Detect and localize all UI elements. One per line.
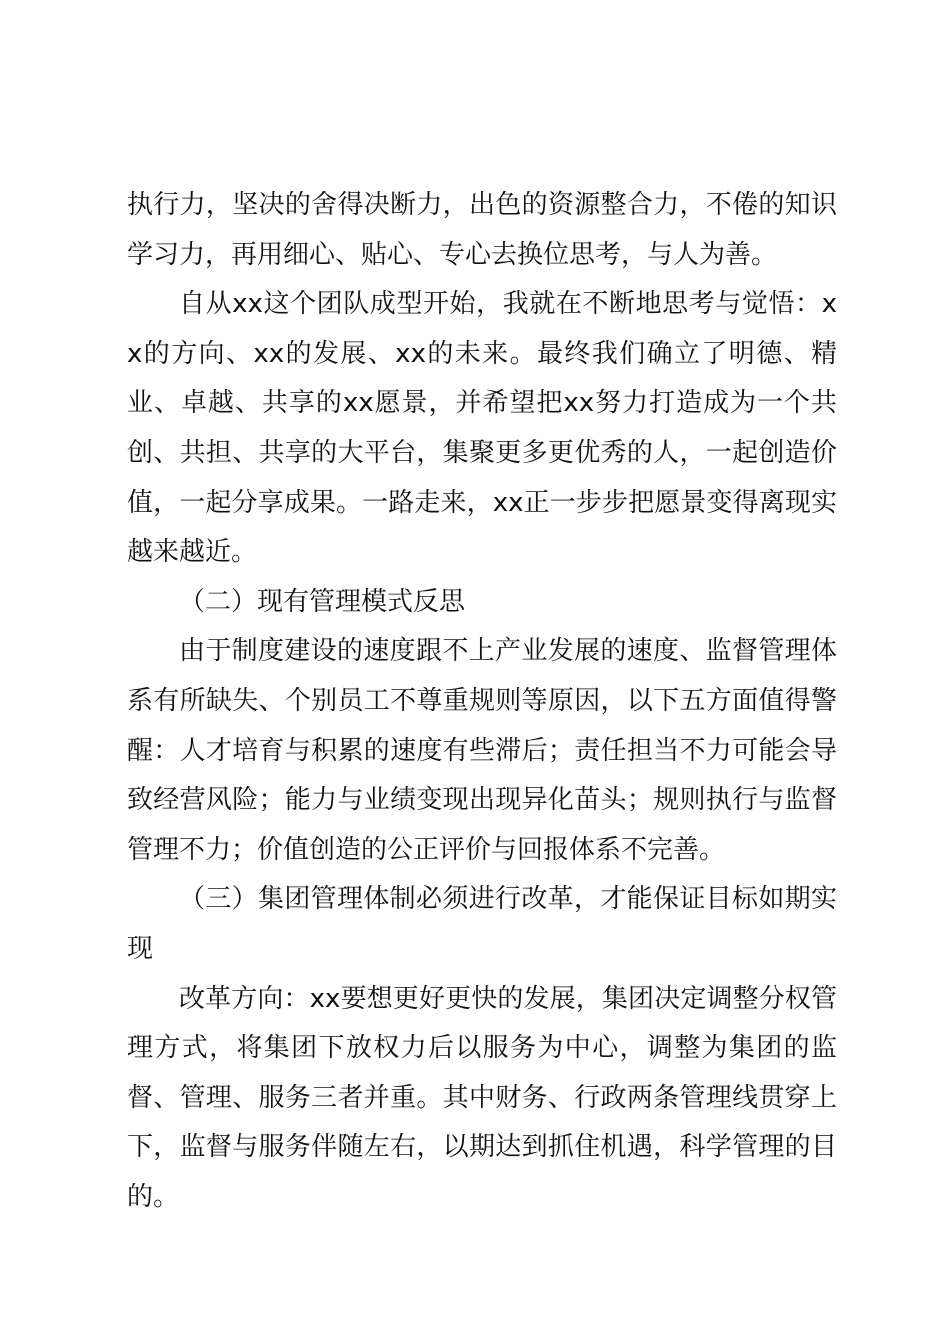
paragraph-team-vision: 自从xx这个团队成型开始，我就在不断地思考与觉悟：xx的方向、xx的发展、xx的未来。最终我们确立了明德、精业、卓越、共享的xx愿景，并希望把xx努力打造成为一个共创、共担、共享的大平台，集聚更多更优秀的人，一起创造价值，一起分享成果。一路走来，xx正一步步把愿景变得离现实越来越近。 — [127, 289, 837, 568]
paragraph-continuation: 执行力，坚决的舍得决断力，出色的资源整合力，不倦的知识学习力，再用细心、贴心、专心去换位思考，与人为善。 — [127, 190, 837, 270]
document-body — [127, 181, 837, 1222]
section-heading-reform: （三）集团管理体制必须进行改革，才能保证目标如期实现 — [127, 884, 837, 964]
paragraph-management-issues: 由于制度建设的速度跟不上产业发展的速度、监督管理体系有所缺失、个别员工不尊重规则等原因，以下五方面值得警醒：人才培育与积累的速度有些滞后；责任担当不力可能会导致经营风险；能力与业绩变现出现异化苗头；规则执行与监督管理不力；价值创造的公正评价与回报体系不完善。 — [127, 636, 837, 865]
paragraph-reform-direction: 改革方向：xx要想更好更快的发展，集团决定调整分权管理方式，将集团下放权力后以服务为中心，调整为集团的监督、管理、服务三者并重。其中财务、行政两条管理线贯穿上下，监督与服务伴随左右，以期达到抓住机遇，科学管理的目的。 — [127, 983, 837, 1212]
section-heading-reflection: （二）现有管理模式反思 — [179, 586, 466, 617]
